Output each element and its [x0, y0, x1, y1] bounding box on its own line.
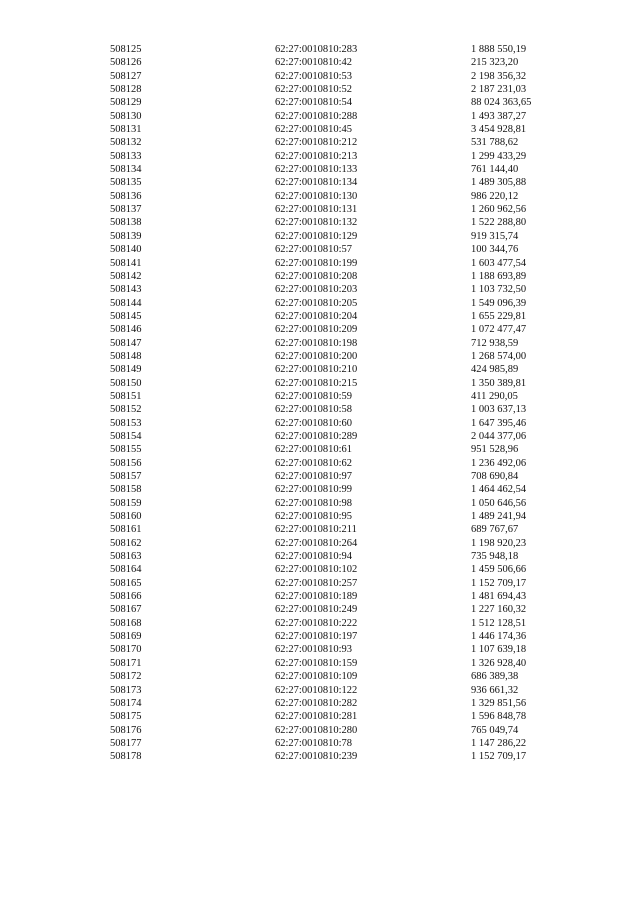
- table-row: [110, 670, 581, 683]
- row-id-cell: 508175: [110, 711, 142, 723]
- cadastral-number-cell: 62:27:0010810:289: [275, 430, 358, 442]
- cadastral-number-cell: 62:27:0010810:122: [275, 684, 358, 696]
- cadastral-value-cell: 1 549 096,39: [471, 297, 527, 309]
- table-row: [110, 617, 581, 630]
- cadastral-value-cell: 1 655 229,81: [471, 310, 527, 322]
- row-id-cell: 508171: [110, 657, 142, 669]
- cadastral-value-cell: 215 323,20: [471, 57, 519, 69]
- row-id-cell: 508165: [110, 577, 142, 589]
- cadastral-number-cell: 62:27:0010810:281: [275, 711, 358, 723]
- table-row: [110, 96, 581, 109]
- table-row: [110, 123, 581, 136]
- cadastral-value-cell: 689 767,67: [471, 524, 519, 536]
- cadastral-number-cell: 62:27:0010810:134: [275, 177, 358, 189]
- table-row: [110, 750, 581, 763]
- cadastral-value-cell: 411 290,05: [471, 390, 518, 402]
- cadastral-value-cell: 3 454 928,81: [471, 124, 527, 136]
- cadastral-value-cell: 1 188 693,89: [471, 270, 527, 282]
- cadastral-value-cell: 100 344,76: [471, 244, 519, 256]
- table-row: [110, 523, 581, 536]
- table-row: [110, 270, 581, 283]
- table-row: [110, 216, 581, 229]
- row-id-cell: 508148: [110, 350, 142, 362]
- table-row: [110, 390, 581, 403]
- table-row: [110, 323, 581, 336]
- cadastral-number-cell: 62:27:0010810:99: [275, 484, 353, 496]
- table-row: [110, 643, 581, 656]
- cadastral-value-cell: 1 489 241,94: [471, 511, 527, 523]
- table-row: [110, 337, 581, 350]
- row-id-cell: 508142: [110, 270, 142, 282]
- table-row: [110, 136, 581, 149]
- cadastral-number-cell: 62:27:0010810:213: [275, 150, 358, 162]
- cadastral-number-cell: 62:27:0010810:209: [275, 324, 358, 336]
- cadastral-number-cell: 62:27:0010810:58: [275, 404, 353, 416]
- table-row: [110, 230, 581, 243]
- row-id-cell: 508152: [110, 404, 142, 416]
- table-row: [110, 470, 581, 483]
- row-id-cell: 508143: [110, 284, 142, 296]
- cadastral-number-cell: 62:27:0010810:95: [275, 511, 353, 523]
- row-id-cell: 508134: [110, 164, 142, 176]
- row-id-cell: 508154: [110, 430, 142, 442]
- cadastral-value-cell: 1 888 550,19: [471, 44, 527, 55]
- cadastral-number-cell: 62:27:0010810:109: [275, 671, 358, 683]
- table-row: [110, 150, 581, 163]
- cadastral-number-cell: 62:27:0010810:53: [275, 70, 353, 82]
- table-row: [110, 563, 581, 576]
- cadastral-value-cell: 1 268 574,00: [471, 350, 527, 362]
- cadastral-value-cell: 765 049,74: [471, 724, 519, 736]
- table-row: [110, 363, 581, 376]
- row-id-cell: 508176: [110, 724, 142, 736]
- cadastral-value-cell: 1 152 709,17: [471, 751, 527, 763]
- cadastral-value-cell: 1 446 174,36: [471, 631, 527, 643]
- cadastral-value-cell: 936 661,32: [471, 684, 519, 696]
- cadastral-number-cell: 62:27:0010810:208: [275, 270, 358, 282]
- cadastral-value-cell: 1 464 462,54: [471, 484, 527, 496]
- cadastral-number-cell: 62:27:0010810:102: [275, 564, 358, 576]
- cadastral-value-cell: 1 152 709,17: [471, 577, 527, 589]
- cadastral-number-cell: 62:27:0010810:131: [275, 204, 358, 216]
- cadastral-number-cell: 62:27:0010810:198: [275, 337, 358, 349]
- cadastral-value-cell: 708 690,84: [471, 471, 519, 482]
- row-id-cell: 508163: [110, 551, 142, 563]
- cadastral-number-cell: 62:27:0010810:239: [275, 751, 358, 763]
- cadastral-number-cell: 62:27:0010810:222: [275, 617, 358, 629]
- table-row: [110, 737, 581, 750]
- table-row: [110, 257, 581, 270]
- row-id-cell: 508138: [110, 217, 142, 229]
- row-id-cell: 508127: [110, 70, 142, 82]
- row-id-cell: 508151: [110, 390, 142, 402]
- cadastral-number-cell: 62:27:0010810:282: [275, 697, 358, 709]
- table-row: [110, 457, 581, 470]
- cadastral-number-cell: 62:27:0010810:264: [275, 537, 358, 549]
- table-row: [110, 550, 581, 563]
- cadastral-number-cell: 62:27:0010810:288: [275, 110, 358, 122]
- table-row: [110, 70, 581, 83]
- cadastral-value-cell: 1 299 433,29: [471, 150, 527, 162]
- cadastral-value-cell: 2 187 231,03: [471, 84, 527, 96]
- cadastral-value-cell: 1 329 851,56: [471, 697, 527, 709]
- table-row: [110, 83, 581, 96]
- row-id-cell: 508137: [110, 204, 142, 216]
- cadastral-value-cell: 1 596 848,78: [471, 711, 527, 723]
- row-id-cell: 508135: [110, 177, 142, 189]
- cadastral-value-cell: 1 003 637,13: [471, 404, 527, 416]
- row-id-cell: 508126: [110, 57, 142, 69]
- cadastral-value-cell: 1 493 387,27: [471, 110, 527, 122]
- cadastral-number-cell: 62:27:0010810:62: [275, 457, 353, 469]
- row-id-cell: 508166: [110, 591, 142, 603]
- table-row: [110, 176, 581, 189]
- cadastral-number-cell: 62:27:0010810:98: [275, 497, 353, 509]
- row-id-cell: 508130: [110, 110, 142, 122]
- table-row: [110, 43, 581, 56]
- row-id-cell: 508155: [110, 444, 142, 456]
- cadastral-value-cell: 1 072 477,47: [471, 324, 527, 336]
- cadastral-value-cell: 712 938,59: [471, 337, 519, 349]
- cadastral-number-cell: 62:27:0010810:93: [275, 644, 353, 656]
- cadastral-number-cell: 62:27:0010810:249: [275, 604, 358, 616]
- cadastral-number-cell: 62:27:0010810:197: [275, 631, 358, 643]
- table-row: [110, 377, 581, 390]
- table-body: [110, 43, 581, 764]
- cadastral-number-cell: 62:27:0010810:211: [275, 524, 357, 536]
- cadastral-value-cell: 1 603 477,54: [471, 257, 527, 269]
- table-row: [110, 190, 581, 203]
- cadastral-number-cell: 62:27:0010810:129: [275, 230, 358, 242]
- cadastral-number-cell: 62:27:0010810:200: [275, 350, 358, 362]
- cadastral-value-cell: 1 459 506,66: [471, 564, 527, 576]
- cadastral-value-cell: 1 489 305,88: [471, 177, 527, 189]
- row-id-cell: 508161: [110, 524, 142, 536]
- cadastral-number-cell: 62:27:0010810:189: [275, 591, 358, 603]
- table-row: [110, 603, 581, 616]
- cadastral-number-cell: 62:27:0010810:57: [275, 244, 353, 256]
- cadastral-number-cell: 62:27:0010810:257: [275, 577, 358, 589]
- row-id-cell: 508160: [110, 511, 142, 523]
- row-id-cell: 508174: [110, 697, 142, 709]
- row-id-cell: 508149: [110, 364, 142, 376]
- row-id-cell: 508157: [110, 471, 142, 482]
- cadastral-number-cell: 62:27:0010810:210: [275, 364, 358, 376]
- cadastral-number-cell: 62:27:0010810:159: [275, 657, 358, 669]
- cadastral-number-cell: 62:27:0010810:97: [275, 471, 353, 482]
- table-row: [110, 537, 581, 550]
- cadastral-number-cell: 62:27:0010810:204: [275, 310, 358, 322]
- row-id-cell: 508145: [110, 310, 142, 322]
- row-id-cell: 508172: [110, 671, 142, 683]
- row-id-cell: 508162: [110, 537, 142, 549]
- row-id-cell: 508136: [110, 190, 142, 202]
- cadastral-value-cell: 951 528,96: [471, 444, 519, 456]
- table-row: [110, 110, 581, 123]
- table-row: [110, 590, 581, 603]
- cadastral-value-cell: 1 198 920,23: [471, 537, 527, 549]
- cadastral-value-cell: 1 147 286,22: [471, 737, 527, 749]
- cadastral-value-cell: 686 389,38: [471, 671, 519, 683]
- cadastral-number-cell: 62:27:0010810:61: [275, 444, 353, 456]
- row-id-cell: 508168: [110, 617, 142, 629]
- cadastral-value-cell: 1 107 639,18: [471, 644, 527, 656]
- table-row: [110, 630, 581, 643]
- cadastral-value-cell: 1 326 928,40: [471, 657, 527, 669]
- cadastral-value-cell: 2 044 377,06: [471, 430, 527, 442]
- cadastral-value-cell: 735 948,18: [471, 551, 519, 563]
- row-id-cell: 508129: [110, 97, 142, 109]
- cadastral-number-cell: 62:27:0010810:59: [275, 390, 353, 402]
- cadastral-number-cell: 62:27:0010810:42: [275, 57, 353, 69]
- cadastral-value-cell: 424 985,89: [471, 364, 519, 376]
- row-id-cell: 508169: [110, 631, 142, 643]
- row-id-cell: 508139: [110, 230, 142, 242]
- cadastral-number-cell: 62:27:0010810:54: [275, 97, 353, 109]
- cadastral-number-cell: 62:27:0010810:133: [275, 164, 358, 176]
- cadastral-value-cell: 531 788,62: [471, 137, 519, 149]
- cadastral-number-cell: 62:27:0010810:60: [275, 417, 353, 429]
- row-id-cell: 508177: [110, 737, 142, 749]
- table-row: [110, 657, 581, 670]
- table-row: [110, 403, 581, 416]
- table-row: [110, 350, 581, 363]
- table-row: [110, 56, 581, 69]
- row-id-cell: 508133: [110, 150, 142, 162]
- row-id-cell: 508131: [110, 124, 142, 136]
- cadastral-number-cell: 62:27:0010810:130: [275, 190, 358, 202]
- cadastral-value-cell: 1 512 128,51: [471, 617, 527, 629]
- table-row: [110, 203, 581, 216]
- row-id-cell: 508153: [110, 417, 142, 429]
- table-row: [110, 510, 581, 523]
- table-row: [110, 430, 581, 443]
- cadastral-number-cell: 62:27:0010810:212: [275, 137, 358, 149]
- row-id-cell: 508170: [110, 644, 142, 656]
- cadastral-value-cell: 88 024 363,65: [471, 97, 532, 109]
- table-row: [110, 577, 581, 590]
- cadastral-number-cell: 62:27:0010810:199: [275, 257, 358, 269]
- cadastral-number-cell: 62:27:0010810:203: [275, 284, 358, 296]
- row-id-cell: 508156: [110, 457, 142, 469]
- cadastral-number-cell: 62:27:0010810:132: [275, 217, 358, 229]
- cadastral-value-cell: 1 481 694,43: [471, 591, 527, 603]
- cadastral-value-cell: 2 198 356,32: [471, 70, 527, 82]
- cadastral-value-cell: 1 350 389,81: [471, 377, 527, 389]
- cadastral-number-cell: 62:27:0010810:283: [275, 44, 358, 55]
- table-row: [110, 697, 581, 710]
- cadastral-value-cell: 1 647 395,46: [471, 417, 527, 429]
- table-row: [110, 684, 581, 697]
- table-row: [110, 710, 581, 723]
- cadastral-value-cell: 986 220,12: [471, 190, 519, 202]
- table-row: [110, 243, 581, 256]
- table-row: [110, 163, 581, 176]
- row-id-cell: 508178: [110, 751, 142, 763]
- cadastral-value-cell: 1 260 962,56: [471, 204, 527, 216]
- cadastral-number-cell: 62:27:0010810:78: [275, 737, 353, 749]
- row-id-cell: 508173: [110, 684, 142, 696]
- cadastral-value-cell: 1 103 732,50: [471, 284, 527, 296]
- table-row: [110, 483, 581, 496]
- cadastral-value-cell: 1 050 646,56: [471, 497, 527, 509]
- cadastral-number-cell: 62:27:0010810:280: [275, 724, 358, 736]
- row-id-cell: 508132: [110, 137, 142, 149]
- row-id-cell: 508159: [110, 497, 142, 509]
- row-id-cell: 508147: [110, 337, 142, 349]
- cadastral-value-cell: 1 522 288,80: [471, 217, 527, 229]
- cadastral-number-cell: 62:27:0010810:205: [275, 297, 358, 309]
- cadastral-number-cell: 62:27:0010810:52: [275, 84, 353, 96]
- cadastral-value-cell: 1 227 160,32: [471, 604, 527, 616]
- cadastral-value-cell: 1 236 492,06: [471, 457, 527, 469]
- cadastral-value-cell: 919 315,74: [471, 230, 519, 242]
- row-id-cell: 508164: [110, 564, 142, 576]
- row-id-cell: 508128: [110, 84, 142, 96]
- row-id-cell: 508125: [110, 44, 142, 55]
- table-row: [110, 724, 581, 737]
- cadastral-number-cell: 62:27:0010810:45: [275, 124, 353, 136]
- row-id-cell: 508141: [110, 257, 142, 269]
- cadastral-number-cell: 62:27:0010810:94: [275, 551, 353, 563]
- row-id-cell: 508146: [110, 324, 142, 336]
- cadastral-number-cell: 62:27:0010810:215: [275, 377, 358, 389]
- table-row: [110, 310, 581, 323]
- row-id-cell: 508158: [110, 484, 142, 496]
- cadastral-value-cell: 761 144,40: [471, 164, 519, 176]
- table-row: [110, 417, 581, 430]
- row-id-cell: 508167: [110, 604, 142, 616]
- table-row: [110, 497, 581, 510]
- table-row: [110, 283, 581, 296]
- row-id-cell: 508144: [110, 297, 142, 309]
- cadastral-value-table: [110, 43, 581, 764]
- table-row: [110, 297, 581, 310]
- row-id-cell: 508150: [110, 377, 142, 389]
- table-row: [110, 443, 581, 456]
- row-id-cell: 508140: [110, 244, 142, 256]
